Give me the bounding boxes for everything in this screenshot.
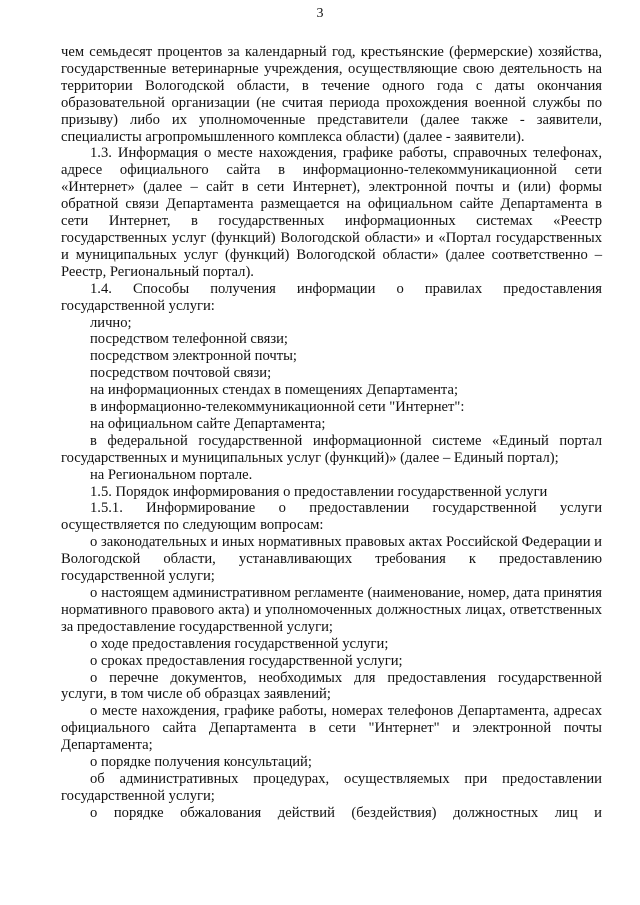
list-item: посредством электронной почты; [90,348,297,365]
list-item: о ходе предоставления государственной услуги; [90,635,389,652]
list-item: о настоящем административном регламенте (наименование, номер, дата принятия нормативного правового акта) и уполномоченных должностных лицах, ответственных за предоставление государственной услуги; [61,585,602,635]
list-item: на информационных стендах в помещениях Департамента; [90,382,458,399]
list-item: в федеральной государственной информационной системе «Единый портал государственных и муниципальных услуг (функций)» (далее – Единый портал); [61,432,602,466]
paragraph: 1.5.1. Информирование о предоставлении государственной услуги осуществляется по следующим вопросам: [61,500,602,534]
list-item: в информационно-телекоммуникационной сети "Интернет": [90,399,465,416]
list-item: о законодательных и иных нормативных правовых актах Российской Федерации и Вологодской области, устанавливающих требования к предоставлению государственной услуги; [61,534,602,585]
list-item: о сроках предоставления государственной услуги; [90,652,403,669]
page-number: 3 [316,6,324,21]
list-item: на официальном сайте Департамента; [90,415,326,432]
list-item: посредством телефонной связи; [90,331,288,348]
list-item: на Региональном портале. [90,466,253,483]
paragraph: 1.3. Информация о месте нахождения, графике работы, справочных телефонах, адресе официального сайта в информационно-телекоммуникационной сети «Интернет» (далее – сайт в сети Интернет), электронной почты и (или) формы обратной связи Департамента размещается на официальном сайте Департамента в сети Интернет, в государственных информационных системах «Реестр государственных услуг (функций) Вологодской области» и «Портал государственных и муниципальных услуг (функций) Вологодской области» (далее соответственно – Реестр, Региональный портал). [61,145,602,280]
list-item: о порядке обжалования действий (бездействия) должностных лиц и [90,804,602,821]
list-item: о перечне документов, необходимых для предоставления государственной услуги, в том числе об образцах заявлений; [61,669,602,703]
list-item: посредством почтовой связи; [90,365,272,382]
list-item: о порядке получения консультаций; [90,754,312,771]
paragraph: чем семьдесят процентов за календарный год, крестьянские (фермерские) хозяйства, государственные ветеринарные учреждения, осуществляющие свою деятельность на территории Вологодской области, в течение одного года с даты окончания образовательной организации (не считая периода прохождения военной службы по призыву) либо их уполномоченные представители (далее также - заявители, специалисты агропромышленного комплекса области) (далее - заявители). [61,44,602,145]
document-body [61,44,602,822]
paragraph: 1.4. Способы получения информации о правилах предоставления государственной услуги: [61,280,602,314]
list-item: об административных процедурах, осуществляемых при предоставлении государственной услуги; [61,770,602,804]
list-item: о месте нахождения, графике работы, номерах телефонов Департамента, адресах официального сайта Департамента в сети "Интернет" и электронной почты Департамента; [61,703,602,754]
list-item: лично; [90,314,132,331]
section-heading: 1.5. Порядок информирования о предоставлении государственной услуги [90,483,548,500]
